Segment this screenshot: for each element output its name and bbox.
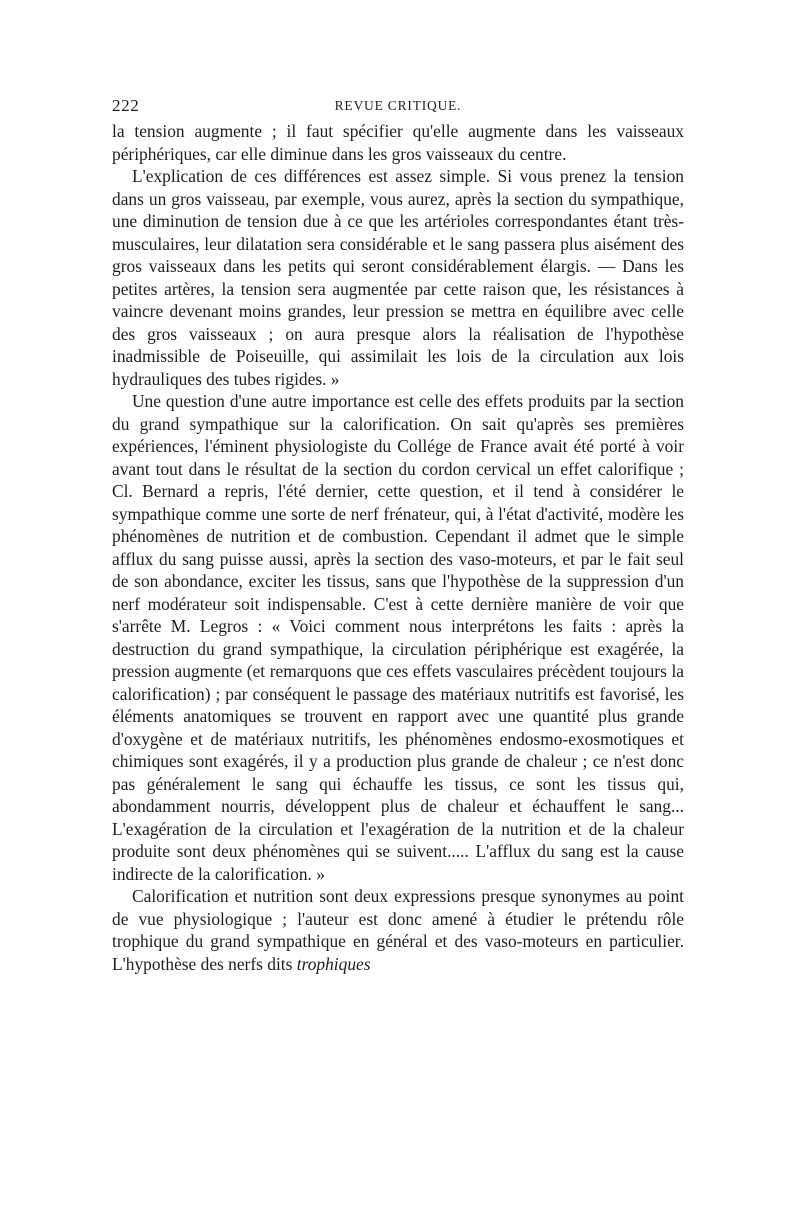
book-page — [112, 96, 684, 975]
paragraph-calorification-question — [112, 390, 684, 885]
paragraph-continuation — [112, 120, 684, 165]
paragraph-explanation — [112, 165, 684, 390]
paragraph-text: Calorification et nutrition sont deux expressions presque synonymes au point de vue physiologique ; l'auteur est donc amené à étudier le prétendu rôle trophique du grand sympathique en général et des vaso-moteurs en particulier. L'hypothèse des nerfs dits — [112, 886, 684, 974]
paragraph-text: Une question d'une autre importance est celle des effets produits par la section du grand sympathique sur la calorification. On sait qu'après ses premières expériences, l'éminent physiologiste du Collége de France avait été porté à voir avant tout dans le résultat de la section du cordon cervical un effet calorifique ; Cl. Bernard a repris, l'été dernier, cette question, et il tend à considérer le sympathique comme une sorte de nerf frénateur, qui, à l'état d'activité, modère les phénomènes de nutrition et de combustion. Cependant il admet que le simple afflux du sang puisse aussi, après la section des vaso-moteurs, et par le fait seul de son abondance, exciter les tissus, sans que l'hypothèse de la suppression d'un nerf modérateur soit indispensable. C'est à cette dernière manière de voir que s'arrête M. Legros : « Voici comment nous interprétons les faits : après la destruction du grand sympathique, la circulation périphérique est exagérée, la pression augmente (et remarquons que ces effets vasculaires précèdent toujours la calorification) ; par conséquent le passage des matériaux nutritifs est favorisé, les éléments anatomiques se trouvent en rapport avec une quantité plus grande d'oxygène et de matériaux nutritifs, les phénomènes endosmo-exosmotiques et chimiques sont exagérés, il y a production plus grande de chaleur ; ce n'est donc pas généralement le sang qui échauffe les tissus, ce sont les tissus qui, abondamment nourris, développent plus de chaleur et échauffent le sang... L'exagération de la circulation et l'exagération de la nutrition et de la chaleur produite sont deux phénomènes qui se suivent..... L'afflux du sang est la cause indirecte de la calorification. » — [112, 391, 684, 884]
body-text — [112, 120, 684, 975]
paragraph-text: la tension augmente ; il faut spécifier qu'elle augmente dans les vaisseaux périphériques, car elle diminue dans les gros vaisseaux du centre. — [112, 121, 684, 164]
italic-term: trophiques — [296, 953, 371, 974]
running-header — [112, 96, 684, 120]
paragraph-trophic-role — [112, 885, 684, 975]
page-number: 222 — [112, 96, 140, 115]
running-title: REVUE CRITIQUE. — [334, 98, 462, 113]
paragraph-text: L'explication de ces différences est assez simple. Si vous prenez la tension dans un gros vaisseau, par exemple, vous aurez, après la section du sympathique, une diminution de tension due à ce que les artérioles correspondantes étant très-musculaires, leur dilatation sera considérable et le sang passera plus aisément des gros vaisseaux dans les petits qui seront considérablement élargis. — Dans les petites artères, la tension sera augmentée par cette raison que, les résistances à vaincre devenant moins grandes, leur pression se mettra en équilibre avec celle des gros vaisseaux ; on aura presque alors la réalisation de l'hypothèse inadmissible de Poiseuille, qui assimilait les lois de la circulation aux lois hydrauliques des tubes rigides. » — [112, 166, 684, 389]
